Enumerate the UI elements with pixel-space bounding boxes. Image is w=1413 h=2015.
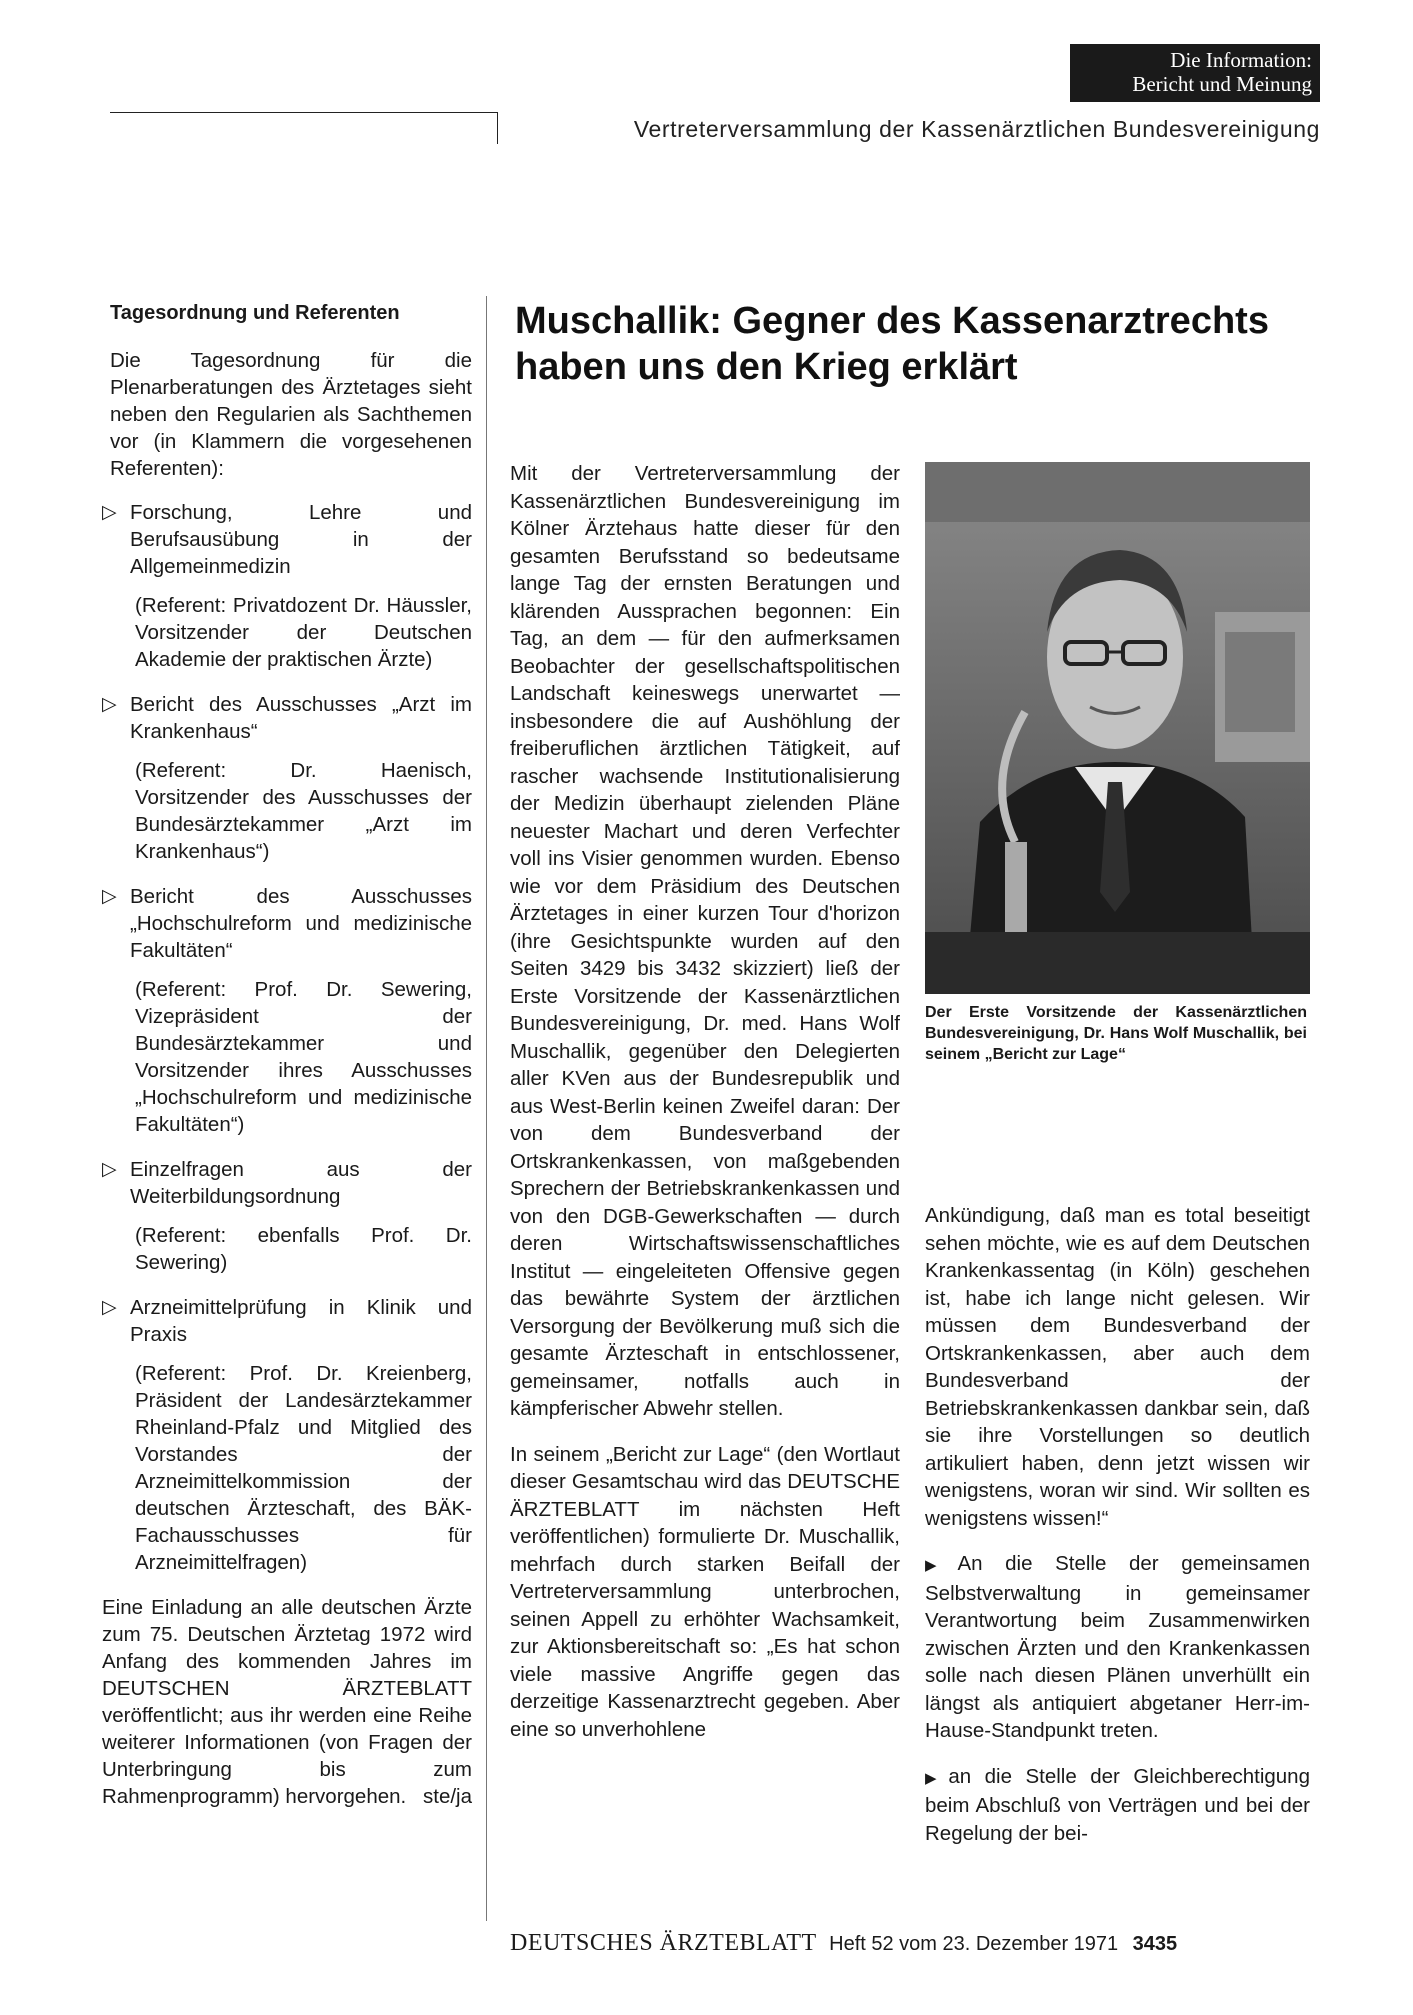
agenda-referent: (Referent: ebenfalls Prof. Dr. Sewering) — [135, 1224, 472, 1274]
agenda-referent: (Referent: Privatdozent Dr. Häussler, Vorsitzender der Deutschen Akademie der praktischen Ärzte) — [135, 594, 472, 671]
agenda-referent: (Referent: Dr. Haenisch, Vorsitzender des Ausschusses der Bundesärztekammer „Arzt im Krankenhaus“) — [135, 759, 472, 863]
column-divider — [486, 296, 487, 1921]
headline-line1: Muschallik: Gegner des Kassenarztrechts — [515, 300, 1269, 342]
bullet-text: an die Stelle der Gleichberechtigung beim Abschluß von Verträgen und bei der Regelung der bei- — [925, 1764, 1310, 1845]
bullet-paragraph — [925, 1763, 1310, 1848]
author-signature: ste/ja — [423, 1785, 472, 1808]
agenda-item — [102, 499, 472, 673]
portrait-photo — [925, 462, 1310, 994]
agenda-item — [102, 691, 472, 865]
agenda-item — [102, 883, 472, 1138]
sidebar-closing — [102, 1594, 472, 1810]
top-rule — [110, 112, 498, 113]
article-headline — [515, 298, 1315, 390]
triangle-bullet-icon: ▷ — [102, 886, 117, 907]
body-paragraph: Ankündigung, daß man es total beseitigt sehen möchte, wie es auf dem Deutschen Krankenkassentag (in Köln) geschehen ist, habe ich lange nicht gelesen. Wir müssen dem Bundesverband der Ortskrankenkassen, aber auch dem Bundesverband der Betriebskrankenkassen dankbar sein, daß sie ihre Vorstellungen so deutlich artikuliert haben, denn jetzt wissen wir wenigstens, woran wir sind. Wir sollten es wenigstens wissen!“ — [925, 1204, 1310, 1530]
sidebar-closing-text: Eine Einladung an alle deutschen Ärzte zum 75. Deutschen Ärztetag 1972 wird Anfang des kommenden Jahres im DEUTSCHEN ÄRZTEBLATT veröffentlicht; aus ihr werden eine Reihe weiterer Informationen (von Fragen der Unterbringung bis zum Rahmenprogramm) hervorgehen. — [102, 1596, 472, 1808]
section-label-line2: Bericht und Meinung — [1132, 72, 1312, 96]
top-vertical-rule — [497, 112, 498, 144]
agenda-item — [102, 1156, 472, 1276]
sidebar-intro: Die Tagesordnung für die Plenarberatungen des Ärztetages sieht neben den Regularien als Sachthemen vor (in Klammern die vorgesehenen Referenten): — [110, 349, 472, 480]
bullet-text: An die Stelle der gemeinsamen Selbstverwaltung in gemeinsamer Verantwortung beim Zusammenwirken zwischen Ärzten und den Krankenkassen solle nach diesen Plänen unverhüllt ein längst als antiquiert abgetaner Herr-im-Hause-Standpunkt treten. — [925, 1552, 1310, 1742]
agenda-topic: Arzneimittelprüfung in Klinik und Praxis — [130, 1296, 472, 1346]
agenda-topic: Bericht des Ausschusses „Hochschulreform und medizinische Fakultäten“ — [130, 885, 472, 962]
triangle-bullet-icon: ▷ — [102, 1297, 117, 1318]
body-paragraph: Mit der Vertreterversammlung der Kassenärztlichen Bundesvereinigung im Kölner Ärztehaus hatte dieser für den gesamten Berufsstand so bedeutsame lange Tag der ernsten Beratungen und klärenden Aussprachen begonnen: Ein Tag, an dem — für den aufmerksamen Beobachter der gesellschaftspolitischen Landschaft keineswegs unerwartet — insbesondere die auf Aushöhlung der freiberuflichen ärztlichen Tätigkeit, auf rascher wachsende Institutionalisierung der Medizin überhaupt zielenden Pläne neuester Machart und deren Verfechter voll ins Visier genommen wurden. Ebenso wie vor dem Präsidium des Deutschen Ärztetages in einer kurzen Tour d'horizon (ihre Gesichtspunkte wurden auf den Seiten 3429 bis 3432 skizziert) ließ der Erste Vorsitzende der Kassenärztlichen Bundesvereinigung, Dr. med. Hans Wolf Muschallik, gegenüber den Delegierten aller KVen aus der Bundesrepublik und aus West-Berlin keinen Zweifel daran: Der von dem Bundesverband der Ortskrankenkassen, von maßgebenden Sprechern der Betriebskrankenkassen und von den DGB-Gewerkschaften — durch deren Wirtschaftswissenschaftliches Institut — eingeleiteten Offensive gegen das bewährte System der ärztlichen Versorgung der Bevölkerung muß sich die gesamte Ärzteschaft in entschlossener, gemeinsamer, notfalls auch in kämpferischer Abwehr stellen. — [510, 462, 900, 1420]
triangle-bullet-icon: ▷ — [102, 1159, 117, 1180]
agenda-referent: (Referent: Prof. Dr. Sewering, Vizepräsident der Bundesärztekammer und Vorsitzender ihres Ausschusses „Hochschulreform und medizinische Fakultäten“) — [135, 978, 472, 1136]
agenda-topic: Einzelfragen aus der Weiterbildungsordnung — [130, 1158, 472, 1208]
sidebar-agenda — [102, 300, 472, 1827]
section-label-line1: Die Information: — [1170, 48, 1312, 72]
triangle-bullet-icon: ▶ — [925, 1557, 954, 1574]
page-number: 3435 — [1132, 1933, 1178, 1955]
issue-info: Heft 52 vom 23. Dezember 1971 — [829, 1933, 1119, 1955]
bullet-paragraph — [925, 1550, 1310, 1745]
triangle-bullet-icon: ▷ — [102, 502, 117, 523]
triangle-bullet-icon: ▷ — [102, 694, 117, 715]
page-footer — [510, 1930, 1310, 1957]
section-label — [1070, 44, 1320, 102]
publication-name: DEUTSCHES ÄRZTEBLATT — [510, 1930, 817, 1956]
sidebar-heading: Tagesordnung und Referenten — [110, 302, 400, 324]
agenda-item — [102, 1294, 472, 1576]
article-column-right — [925, 1202, 1310, 1865]
agenda-topic: Forschung, Lehre und Berufsausübung in der Allgemeinmedizin — [130, 501, 472, 578]
agenda-referent: (Referent: Prof. Dr. Kreienberg, Präsident der Landesärztekammer Rheinland-Pfalz und Mitglied des Vorstandes der Arzneimittelkommission der deutschen Ärzteschaft, des BÄK-Fachausschusses für Arzneimittelfragen) — [135, 1362, 472, 1574]
headline-line2: haben uns den Krieg erklärt — [515, 346, 1018, 388]
article-column-middle — [510, 460, 900, 1761]
photo-caption: Der Erste Vorsitzende der Kassenärztlichen Bundesvereinigung, Dr. Hans Wolf Muschallik, bei seinem „Bericht zur Lage“ — [925, 1004, 1307, 1063]
agenda-topic: Bericht des Ausschusses „Arzt im Krankenhaus“ — [130, 693, 472, 743]
kicker: Vertreterversammlung der Kassenärztlichen Bundesvereinigung — [633, 116, 1320, 142]
body-paragraph: In seinem „Bericht zur Lage“ (den Wortlaut dieser Gesamtschau wird das DEUTSCHE ÄRZTEBLATT im nächsten Heft veröffentlichen) formulierte Dr. Muschallik, mehrfach durch starken Beifall der Vertreterversammlung unterbrochen, seinen Appell zu erhöhter Wachsamkeit, zur Aktionsbereitschaft so: „Es hat schon viele massive Angriffe gegen das derzeitige Kassenarztrecht gegeben. Aber eine so unverhohlene — [510, 1442, 900, 1741]
triangle-bullet-icon: ▶ — [925, 1769, 945, 1787]
